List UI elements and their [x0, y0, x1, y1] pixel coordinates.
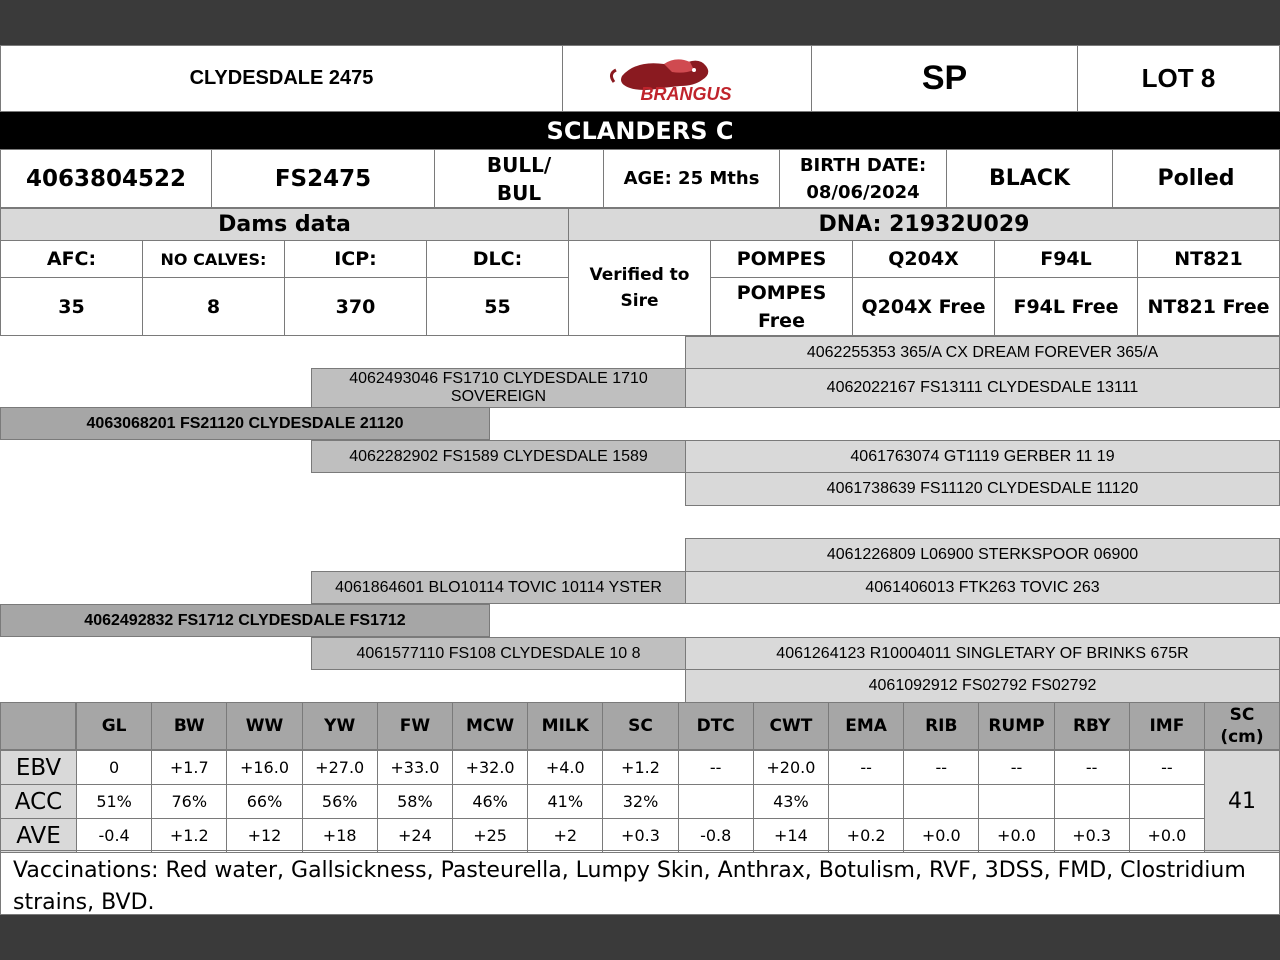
- ebv-cell-ebv-fw: +33.0: [377, 750, 453, 785]
- sex-line2: BUL: [496, 180, 542, 205]
- ebv-cell-ave-bw: +1.2: [151, 818, 227, 853]
- dlc-value: 55: [426, 277, 569, 336]
- verified-to-sire: Verified to Sire: [568, 240, 711, 336]
- ebv-cell-acc-bw: 76%: [151, 784, 227, 819]
- test-f94l-result: F94L Free: [994, 277, 1138, 336]
- test-pompes-header: POMPES: [710, 240, 853, 278]
- ebv-cell-acc-cwt: 43%: [753, 784, 829, 819]
- ebv-cell-acc-ww: 66%: [226, 784, 302, 819]
- pedigree-sire-sire: 4062493046 FS1710 CLYDESDALE 1710 SOVEREIGN: [311, 368, 686, 408]
- ebv-cell-ebv-mcw: +32.0: [452, 750, 528, 785]
- ebv-cell-ave-gl: -0.4: [76, 818, 152, 853]
- ebv-cell-ave-cwt: +14: [753, 818, 829, 853]
- ebv-cell-acc-mcw: 46%: [452, 784, 528, 819]
- grade: SP: [811, 45, 1078, 112]
- ebv-cell-ave-dtc: -0.8: [678, 818, 754, 853]
- birth-label: BIRTH DATE:: [799, 154, 927, 176]
- pedigree-dam: 4062492832 FS1712 CLYDESDALE FS1712: [0, 604, 490, 637]
- ebv-header-milk: MILK: [527, 702, 603, 750]
- dna-number: DNA: 21932U029: [568, 208, 1280, 241]
- ebv-cell-ebv-rump: --: [978, 750, 1054, 785]
- ebv-cell-ebv-gl: 0: [76, 750, 152, 785]
- pedigree-dds: 4061264123 R10004011 SINGLETARY OF BRINKS 675R: [685, 637, 1280, 670]
- ebv-cell-ebv-dtc: --: [678, 750, 754, 785]
- afc-header: AFC:: [0, 240, 143, 278]
- no-calves-value: 8: [142, 277, 285, 336]
- ebv-cell-ebv-milk: +4.0: [527, 750, 603, 785]
- pedigree-sds: 4061763074 GT1119 GERBER 11 19: [685, 440, 1280, 473]
- ebv-header-bw: BW: [151, 702, 227, 750]
- horn-status: Polled: [1112, 149, 1280, 208]
- ebv-cell-ave-sc: +0.3: [602, 818, 678, 853]
- ebv-cell-ave-milk: +2: [527, 818, 603, 853]
- ebv-header-ema: EMA: [828, 702, 904, 750]
- ebv-cell-ave-mcw: +25: [452, 818, 528, 853]
- ebv-header-sc-cm: [1204, 702, 1280, 750]
- ebv-cell-acc-rby: [1054, 784, 1130, 819]
- ebv-header-imf: IMF: [1129, 702, 1205, 750]
- ebv-header-rby: RBY: [1054, 702, 1130, 750]
- sex-cell: [434, 149, 604, 208]
- ebv-cell-acc-imf: [1129, 784, 1205, 819]
- animal-tag: FS2475: [211, 149, 435, 208]
- ebv-cell-ave-rib: +0.0: [903, 818, 979, 853]
- dlc-header: DLC:: [426, 240, 569, 278]
- ebv-cell-acc-sc: 32%: [602, 784, 678, 819]
- ebv-cell-acc-ema: [828, 784, 904, 819]
- ebv-cell-ebv-imf: --: [1129, 750, 1205, 785]
- birth-date: 08/06/2024: [806, 181, 920, 203]
- ebv-header-dtc: DTC: [678, 702, 754, 750]
- test-nt821-result: NT821 Free: [1137, 277, 1280, 336]
- logo-text: BRANGUS: [640, 83, 732, 104]
- sc-header-line1: SC: [1229, 705, 1255, 725]
- lot-number: LOT 8: [1077, 45, 1280, 112]
- ebv-cell-ave-rby: +0.3: [1054, 818, 1130, 853]
- icp-value: 370: [284, 277, 427, 336]
- pedigree-dss: 4061226809 L06900 STERKSPOOR 06900: [685, 538, 1280, 572]
- ebv-cell-ave-imf: +0.0: [1129, 818, 1205, 853]
- ebv-sc-value: 41: [1204, 750, 1280, 853]
- ebv-header-rump: RUMP: [978, 702, 1054, 750]
- no-calves-header: NO CALVES:: [142, 240, 285, 278]
- icp-header: ICP:: [284, 240, 427, 278]
- ebv-cell-ebv-rib: --: [903, 750, 979, 785]
- ebv-cell-ave-rump: +0.0: [978, 818, 1054, 853]
- sc-header-line2: (cm): [1220, 727, 1264, 747]
- test-f94l-header: F94L: [994, 240, 1138, 278]
- ebv-row-label-ebv: EBV: [0, 750, 77, 785]
- test-pompes-result: POMPES Free: [710, 277, 853, 336]
- ebv-cell-acc-gl: 51%: [76, 784, 152, 819]
- ebv-cell-ebv-cwt: +20.0: [753, 750, 829, 785]
- animal-id: 4063804522: [0, 149, 212, 208]
- lot-card: [0, 45, 1280, 915]
- ebv-cell-ebv-bw: +1.7: [151, 750, 227, 785]
- ebv-cell-acc-yw: 56%: [302, 784, 378, 819]
- ebv-header-rib: RIB: [903, 702, 979, 750]
- ebv-cell-ebv-sc: +1.2: [602, 750, 678, 785]
- bull-logo-icon: [602, 52, 772, 106]
- pedigree-sire: 4063068201 FS21120 CLYDESDALE 21120: [0, 407, 490, 440]
- test-nt821-header: NT821: [1137, 240, 1280, 278]
- afc-value: 35: [0, 277, 143, 336]
- pedigree-sdd: 4061738639 FS11120 CLYDESDALE 11120: [685, 472, 1280, 506]
- test-q204x-result: Q204X Free: [852, 277, 995, 336]
- ebv-cell-acc-dtc: [678, 784, 754, 819]
- pedigree-ssd: 4062022167 FS13111 CLYDESDALE 13111: [685, 368, 1280, 408]
- animal-name: CLYDESDALE 2475: [0, 45, 563, 112]
- ebv-cell-acc-fw: 58%: [377, 784, 453, 819]
- ebv-row-label-ave: AVE: [0, 818, 77, 853]
- ebv-cell-ebv-yw: +27.0: [302, 750, 378, 785]
- ebv-header-yw: YW: [302, 702, 378, 750]
- pedigree-dsd: 4061406013 FTK263 TOVIC 263: [685, 571, 1280, 604]
- pedigree-dam-dam: 4061577110 FS108 CLYDESDALE 10 8: [311, 637, 686, 670]
- dams-data-title: Dams data: [0, 208, 569, 241]
- ebv-header-fw: FW: [377, 702, 453, 750]
- pedigree-sss: 4062255353 365/A CX DREAM FOREVER 365/A: [685, 336, 1280, 369]
- birth-date-cell: [779, 149, 947, 208]
- ebv-cell-ave-yw: +18: [302, 818, 378, 853]
- ebv-header-sc: SC: [602, 702, 678, 750]
- pedigree-dam-sire: 4061864601 BLO10114 TOVIC 10114 YSTER: [311, 571, 686, 604]
- colour: BLACK: [946, 149, 1113, 208]
- vaccinations: Vaccinations: Red water, Gallsickness, Pasteurella, Lumpy Skin, Anthrax, Botulism, RVF, 3DSS, FMD, Clostridium strains, BVD.: [0, 850, 1280, 915]
- ebv-cell-ave-ww: +12: [226, 818, 302, 853]
- ebv-cell-acc-milk: 41%: [527, 784, 603, 819]
- ebv-cell-ave-ema: +0.2: [828, 818, 904, 853]
- ebv-corner-cell: [0, 702, 76, 750]
- pedigree-ddd: 4061092912 FS02792 FS02792: [685, 669, 1280, 703]
- ebv-header-ww: WW: [226, 702, 302, 750]
- pedigree-sire-dam: 4062282902 FS1589 CLYDESDALE 1589: [311, 440, 686, 473]
- ebv-cell-ebv-ema: --: [828, 750, 904, 785]
- sex-line1: BULL/: [486, 152, 552, 177]
- ebv-header-cwt: CWT: [753, 702, 829, 750]
- ebv-header-gl: GL: [76, 702, 152, 750]
- ebv-cell-ebv-ww: +16.0: [226, 750, 302, 785]
- ebv-row-label-acc: ACC: [0, 784, 77, 819]
- age: AGE: 25 Mths: [603, 149, 780, 208]
- ebv-cell-ave-fw: +24: [377, 818, 453, 853]
- ebv-header-mcw: MCW: [452, 702, 528, 750]
- owner-band: SCLANDERS C: [0, 112, 1280, 149]
- test-q204x-header: Q204X: [852, 240, 995, 278]
- brangus-logo: [562, 45, 812, 112]
- ebv-cell-acc-rump: [978, 784, 1054, 819]
- ebv-cell-ebv-rby: --: [1054, 750, 1130, 785]
- ebv-cell-acc-rib: [903, 784, 979, 819]
